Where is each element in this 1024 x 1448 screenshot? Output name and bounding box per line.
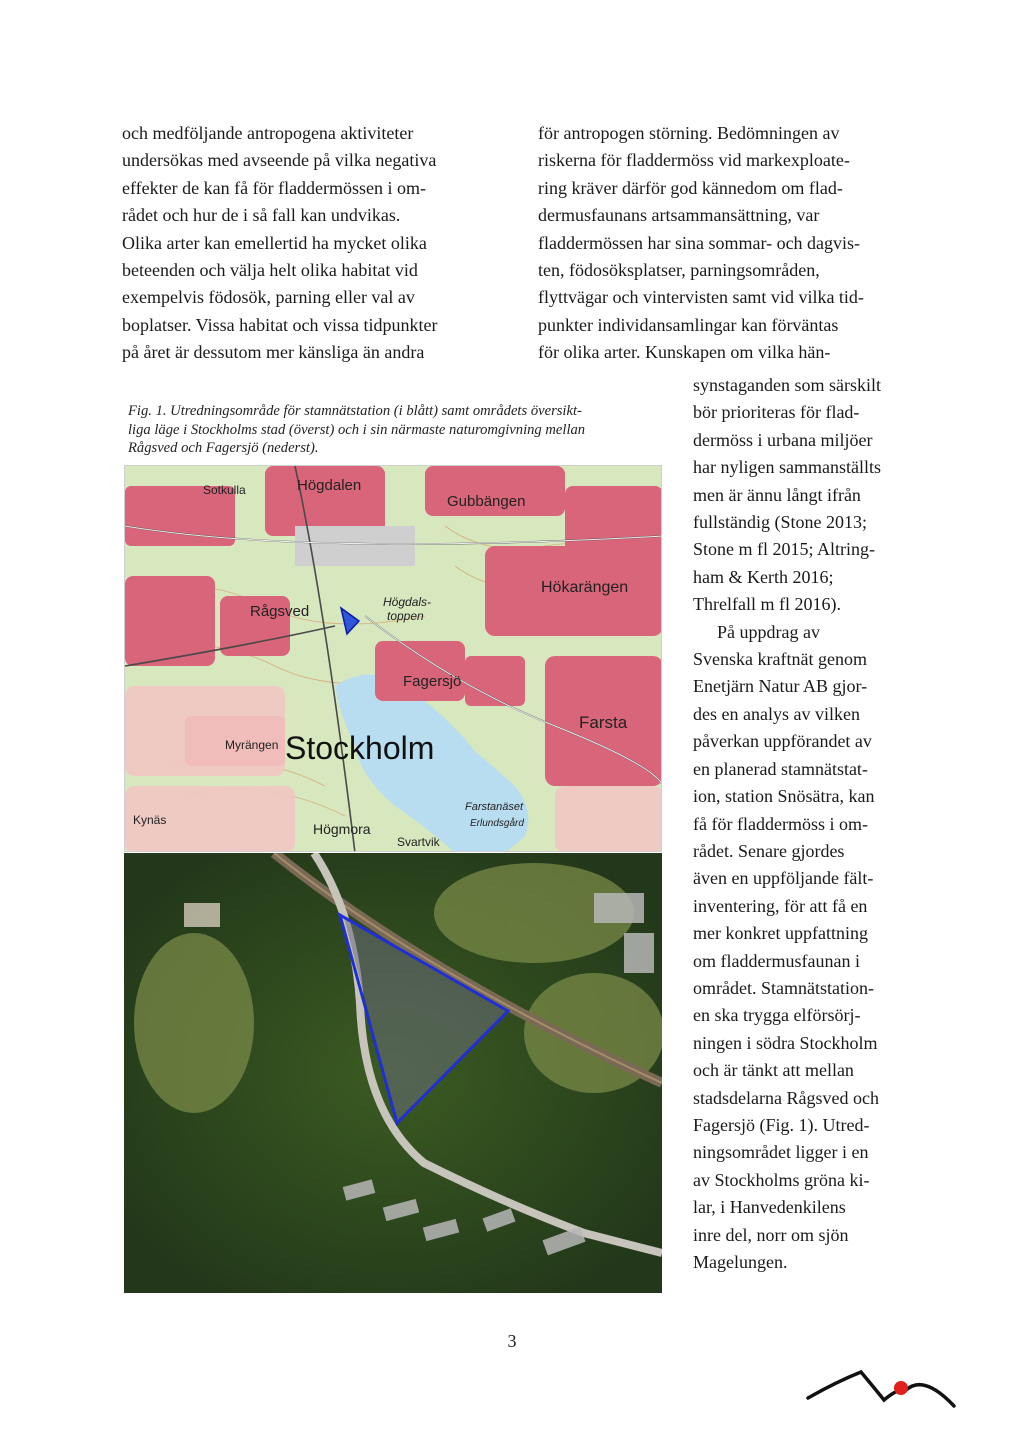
label-hogmora: Högmora: [313, 821, 371, 837]
right-column-line: ten, födosöksplatser, parningsområden,: [538, 260, 820, 281]
narrow-column-line: bör prioriteras för flad-: [693, 402, 860, 423]
narrow-column-line: fullständig (Stone 2013;: [693, 512, 867, 533]
aerial-photo-svg: [124, 853, 662, 1293]
left-column-line: Olika arter kan emellertid ha mycket olika: [122, 232, 427, 253]
narrow-column-line: rådet. Senare gjordes: [693, 840, 845, 861]
narrow-column-line: påverkan uppförandet av: [693, 731, 872, 752]
caption-line: Rågsved och Fagersjö (nederst).: [128, 440, 319, 456]
label-hogdalstoppen-1: Högdals-: [383, 595, 432, 609]
narrow-column-line: en planerad stamnätstat-: [693, 758, 868, 779]
label-fagersjo: Fagersjö: [403, 673, 462, 690]
narrow-column-line: men är ännu långt ifrån: [693, 484, 861, 505]
left-column-line: undersökas med avseende på vilka negativa: [122, 150, 437, 171]
caption-line: liga läge i Stockholms stad (överst) och i sin närmaste naturomgivning mellan: [128, 421, 586, 438]
caption-line: Fig. 1. Utredningsområde för stamnätstation (i blått) samt områdets översikt-: [128, 403, 582, 419]
body-text-right-narrow-column: [693, 372, 923, 1276]
left-column-line: på året är dessutom mer känsliga än andra: [122, 342, 425, 363]
narrow-column-line: ningsområdet ligger i en: [693, 1142, 869, 1163]
narrow-column-line: dermöss i urbana miljöer: [693, 429, 873, 450]
label-farsta: Farsta: [579, 713, 628, 732]
right-column-line: punkter individansamlingar kan förväntas: [538, 314, 839, 335]
body-text-right-column: [538, 120, 928, 367]
aerial-photo: [124, 853, 662, 1293]
left-column-line: boplatser. Vissa habitat och vissa tidpunkter: [122, 314, 438, 335]
overview-map: [124, 465, 662, 852]
left-column-line: beteenden och välja helt olika habitat vid: [122, 260, 418, 281]
right-column-line: dermusfaunans artsammansättning, var: [538, 205, 820, 226]
narrow-column-line: synstaganden som särskilt: [693, 375, 881, 395]
narrow-column-line: Magelungen.: [693, 1252, 788, 1272]
label-hogdalen: Högdalen: [297, 477, 362, 494]
narrow-column-line: ningen i södra Stockholm: [693, 1032, 878, 1053]
narrow-column-line: ham & Kerth 2016;: [693, 566, 834, 587]
label-stockholm: Stockholm: [285, 730, 435, 766]
narrow-column-line: mer konkret uppfattning: [693, 923, 868, 944]
label-farstanaset: Farstanäset: [465, 801, 524, 813]
narrow-column-line: inventering, för att få en: [693, 895, 868, 916]
figure-caption: [128, 402, 668, 458]
right-column-line: för olika arter. Kunskapen om vilka hän-: [538, 342, 831, 363]
narrow-column-line: des en analys av vilken: [693, 703, 860, 724]
enetjarn-natur-logo: [806, 1360, 956, 1410]
narrow-column-line: området. Stamnätstation-: [693, 977, 874, 998]
label-ragsved: Rågsved: [250, 603, 310, 620]
right-column-line: flyttvägar och vintervisten samt vid vilka tid-: [538, 287, 864, 308]
right-column-line: fladdermössen har sina sommar- och dagvis-: [538, 232, 861, 253]
label-gubbangen: Gubbängen: [447, 493, 526, 510]
label-myrangen: Myrängen: [225, 738, 279, 752]
left-column-line: rådet och hur de i så fall kan undvikas.: [122, 205, 401, 226]
topographic-map-svg: [125, 466, 662, 852]
label-svartvik: Svartvik: [397, 835, 440, 849]
label-sotkulla: Sotkulla: [203, 483, 246, 497]
left-column-line: effekter de kan få för fladdermössen i om-: [122, 177, 427, 198]
narrow-column-line: Fagersjö (Fig. 1). Utred-: [693, 1114, 870, 1135]
narrow-column-line: På uppdrag av: [717, 621, 820, 642]
right-column-line: riskerna för fladdermöss vid markexploate-: [538, 150, 850, 171]
right-column-line: för antropogen störning. Bedömningen av: [538, 123, 840, 143]
narrow-column-line: om fladdermusfaunan i: [693, 950, 860, 971]
narrow-column-line: Stone m fl 2015; Altring-: [693, 539, 875, 560]
body-text-left-column: [122, 120, 512, 367]
label-erlundsgard: Erlundsgård: [470, 818, 524, 829]
narrow-column-line: Svenska kraftnät genom: [693, 649, 867, 670]
right-column-line: ring kräver därför god kännedom om flad-: [538, 177, 843, 198]
narrow-column-line: Enetjärn Natur AB gjor-: [693, 676, 868, 697]
narrow-column-line: få för fladdermöss i om-: [693, 813, 868, 834]
narrow-column-line: en ska trygga elförsörj-: [693, 1005, 861, 1026]
narrow-column-line: ion, station Snösätra, kan: [693, 786, 875, 807]
narrow-column-line: Threlfall m fl 2016).: [693, 594, 841, 615]
narrow-column-line: av Stockholms gröna ki-: [693, 1169, 870, 1190]
left-column-line: exempelvis födosök, parning eller val av: [122, 287, 415, 308]
paragraph-literature: [693, 372, 923, 619]
narrow-column-line: inre del, norr om sjön: [693, 1224, 849, 1245]
page-number: 3: [507, 1331, 517, 1351]
narrow-column-line: och är tänkt att mellan: [693, 1060, 854, 1081]
left-column-line: och medföljande antropogena aktiviteter: [122, 123, 414, 143]
label-rokarangen: Hökarängen: [541, 579, 629, 596]
label-hogdalstoppen-2: toppen: [387, 609, 424, 623]
sun-icon: [894, 1381, 908, 1395]
narrow-column-line: stadsdelarna Rågsved och: [693, 1087, 879, 1108]
narrow-column-line: har nyligen sammanställts: [693, 457, 881, 478]
paragraph-assignment: [693, 619, 923, 1277]
narrow-column-line: även en uppföljande fält-: [693, 868, 874, 889]
label-kynas: Kynäs: [133, 813, 167, 827]
narrow-column-line: lar, i Hanvedenkilens: [693, 1197, 846, 1218]
